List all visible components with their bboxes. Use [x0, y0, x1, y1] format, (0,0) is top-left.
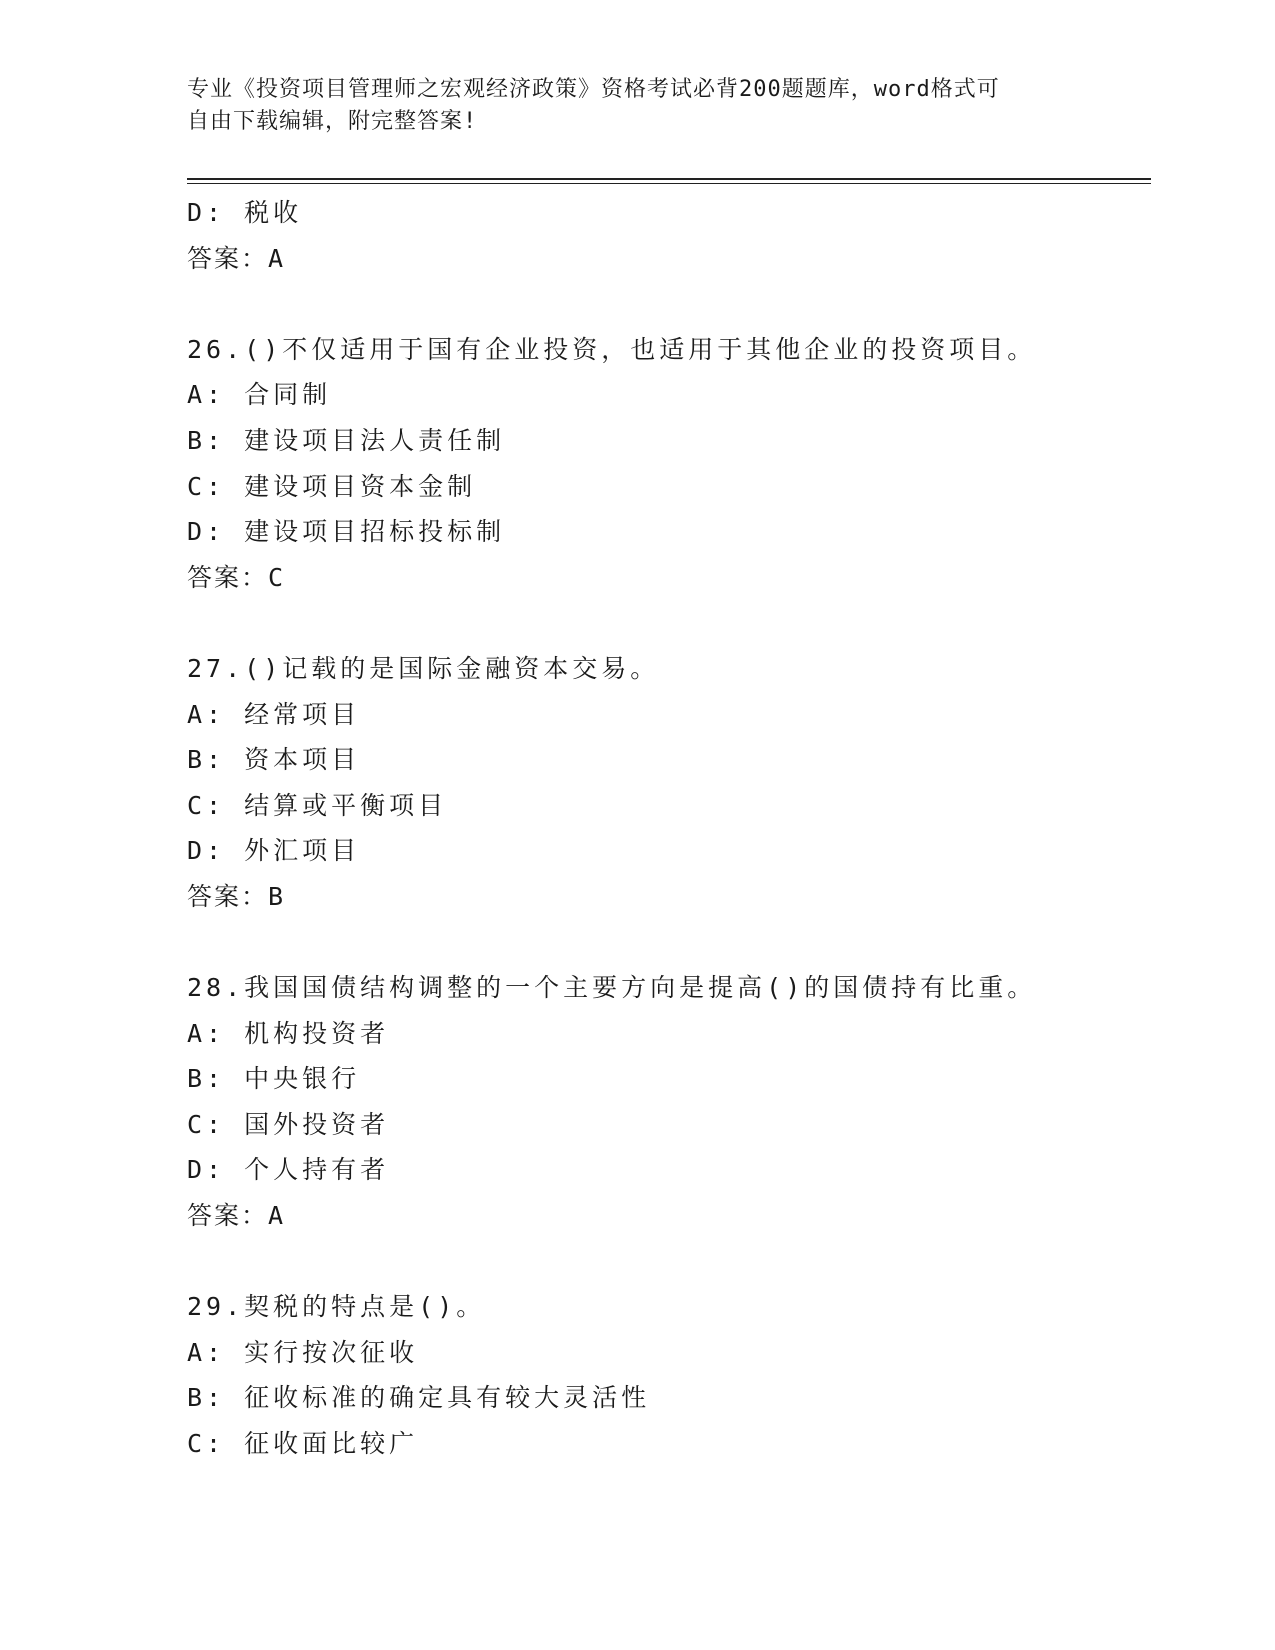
question-text: 28.我国国债结构调整的一个主要方向是提高()的国债持有比重。	[187, 973, 1037, 1003]
question-text: 29.契税的特点是()。	[187, 1292, 486, 1322]
option-a: A: 经常项目	[187, 699, 361, 729]
header-divider-thin	[187, 183, 1151, 184]
spacer	[187, 1239, 1137, 1285]
spacer	[187, 920, 1137, 966]
option-c: C: 结算或平衡项目	[187, 790, 448, 820]
question-27	[187, 646, 1137, 920]
spacer	[187, 281, 1137, 327]
question-28	[187, 965, 1137, 1239]
option-d: D: 外汇项目	[187, 836, 361, 866]
option-b: B: 资本项目	[187, 745, 361, 775]
document-header	[187, 74, 1067, 138]
header-title-line-1: 专业《投资项目管理师之宏观经济政策》资格考试必背200题题库，word格式可	[187, 77, 1000, 102]
option-a: A: 合同制	[187, 380, 332, 410]
option-b: B: 中央银行	[187, 1064, 361, 1094]
question-list	[187, 190, 1137, 1467]
option-c: C: 建设项目资本金制	[187, 471, 477, 501]
option-b: B: 征收标准的确定具有较大灵活性	[187, 1383, 651, 1413]
option-a: A: 机构投资者	[187, 1018, 390, 1048]
question-text: 26.()不仅适用于国有企业投资，也适用于其他企业的投资项目。	[187, 334, 1037, 364]
header-divider-thick	[187, 178, 1151, 180]
answer: 答案：C	[187, 562, 286, 592]
option-a: A: 实行按次征收	[187, 1337, 419, 1367]
option-c: C: 国外投资者	[187, 1109, 390, 1139]
header-title-line-2: 自由下载编辑，附完整答案!	[187, 109, 478, 134]
question-26	[187, 327, 1137, 601]
option-c: C: 征收面比较广	[187, 1429, 419, 1459]
option-d: D: 个人持有者	[187, 1155, 390, 1185]
question-29	[187, 1284, 1137, 1466]
question-text: 27.()记载的是国际金融资本交易。	[187, 653, 660, 683]
prev-question-answer: 答案：A	[187, 243, 286, 273]
option-d: D: 建设项目招标投标制	[187, 517, 506, 547]
answer: 答案：B	[187, 881, 286, 911]
spacer	[187, 600, 1137, 646]
prev-question-option-d: D: 税收	[187, 198, 303, 227]
answer: 答案：A	[187, 1201, 286, 1231]
option-b: B: 建设项目法人责任制	[187, 425, 506, 455]
